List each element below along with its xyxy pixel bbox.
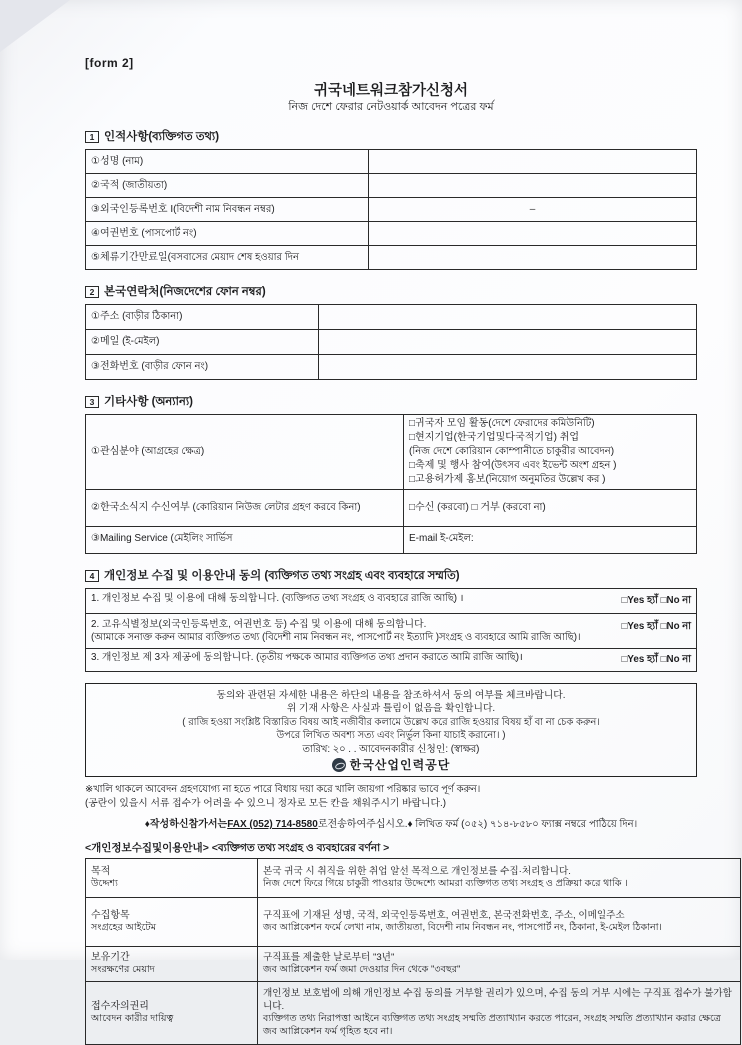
retention-period-text-korean: 구직표를 제출한 날로부터 "3년" bbox=[263, 951, 395, 963]
table-row bbox=[86, 149, 697, 173]
newsletter-choice[interactable]: □수신 (করবো) □ 거부 (করবো না) bbox=[404, 489, 697, 526]
interest-options-cell bbox=[404, 414, 697, 489]
consent-1-text: 1. 개인정보 수집 및 이용에 대해 동의합니다. (ব্যক্তিগত তথ্য সংগ্রহ ও ব্যবহারে রাজি আছি) । bbox=[91, 592, 464, 604]
address-label: ①주소 (বাড়ীর ঠিকানা) bbox=[86, 304, 319, 329]
consent-2-line2: (আমাকে সনাক্ত করুন আমার ব্যক্তিগত তথ্য (বিদেশী নাম নিবন্ধন নং, পাসপোর্ট নং ইত্যাদি )সংগ্রহ ও ব্যবহারে আমি রাজি আছি)। bbox=[91, 631, 581, 643]
date-signature-line[interactable]: তারিখ: ২০ . . আবেদনকারীর 신청인: (স্বাক্ষর) bbox=[302, 743, 480, 755]
table-row bbox=[86, 197, 697, 221]
hrd-korea-logo-icon bbox=[332, 758, 346, 772]
privacy-info-table bbox=[85, 858, 741, 1045]
passport-no-field[interactable] bbox=[369, 221, 697, 245]
option-local-company-job-bengali: (নিজ দেশে কোরিয়ান কোম্পানীতে চাকুরীর আবেদন) bbox=[409, 445, 615, 457]
consent-1-no-checkbox[interactable]: □No না bbox=[660, 594, 691, 606]
consent-1-yesno bbox=[622, 592, 691, 610]
fill-instructions bbox=[85, 783, 697, 811]
passport-no-label: ④여권번호 (পাসপোর্ট নং) bbox=[86, 221, 369, 245]
organization-name: 한국산업인력공단 bbox=[349, 757, 451, 772]
section1-header bbox=[85, 128, 697, 147]
option-returnee-community[interactable]: □귀국자 모임 활동(দেশে ফেরাদের কমিউনিটি) bbox=[409, 417, 595, 429]
notice-line-korean-1: 동의와 관련된 자세한 내용은 하단의 내용을 참조하셔서 동의 여부를 체크바랍니다. bbox=[216, 689, 566, 701]
newsletter-label: ②한국소식지 수신여부 (কোরিয়ান নিউজ লেটার গ্রহণ করবে কিনা) bbox=[86, 489, 404, 526]
retention-period-cell bbox=[258, 947, 741, 982]
consent-1-yes-checkbox[interactable]: □Yes হ্যাঁ bbox=[621, 594, 658, 606]
fax-number: FAX (052) 714-8580 bbox=[227, 819, 318, 831]
table-row bbox=[86, 173, 697, 197]
table-row bbox=[86, 329, 697, 354]
confirmation-notice-box bbox=[85, 683, 697, 778]
stay-expiry-field[interactable] bbox=[369, 245, 697, 269]
fax-suffix: 로전송하여주십시오.♦ লিখিত ফর্ম (০৫২) ৭১৪-৮৫৮০ ফ্যাক্স নম্বরে পাঠিয়ে দিন। bbox=[317, 819, 638, 831]
note-korean: (공란이 있을시 서류 접수가 어려울 수 있으니 정자로 모든 칸을 채워주시기 바랍니다.) bbox=[85, 798, 446, 810]
notice-line-bengali-1: ( রাজি হওয়া সংশ্লিষ্ট বিস্তারিত বিষয় আই নজীবীর কলামে উল্লেখ করে রাজি হওয়ার বিষয় হাঁ বা না চেক করুন। bbox=[182, 716, 600, 728]
table-row bbox=[86, 221, 697, 245]
table-row bbox=[86, 982, 741, 1045]
table-row bbox=[86, 648, 697, 671]
consent-row-1 bbox=[86, 588, 697, 613]
form-content bbox=[85, 56, 732, 1045]
alien-reg-no-label: ③외국인등록번호 I(বিদেশী নাম নিবন্ধন নম্বর) bbox=[86, 197, 369, 221]
section4-number-box: 4 bbox=[85, 570, 99, 582]
section3-number-box: 3 bbox=[85, 396, 99, 408]
address-field[interactable] bbox=[319, 304, 697, 329]
collected-items-label bbox=[86, 898, 258, 947]
purpose-text-bengali: নিজ দেশে ফিরে গিয়ে চাকুরী পাওয়ার উদ্দেশ্যে আমরা ব্যক্তিগত তথ্য সংগ্রহ ও প্রক্রিয়া করে থাকি । bbox=[263, 878, 628, 890]
applicant-rights-label-bengali: আবেদন কারীর দায়িত্ব bbox=[91, 1013, 174, 1025]
table-row bbox=[86, 304, 697, 329]
table-row bbox=[86, 588, 697, 613]
home-contact-table bbox=[85, 304, 697, 380]
table-row bbox=[86, 354, 697, 379]
consent-2-yesno bbox=[622, 618, 691, 636]
interest-area-label: ①관심분야 (আগ্রহের ক্ষেত্র) bbox=[86, 414, 404, 489]
consent-table bbox=[85, 588, 697, 672]
section1-number-box: 1 bbox=[85, 131, 99, 143]
table-row bbox=[86, 613, 697, 648]
section2-title: 본국연락처(নিজদেশের ফোন নম্বর) bbox=[104, 285, 266, 298]
phone-label: ③전화번호 (বাড়ীর ফোন নং) bbox=[86, 354, 319, 379]
consent-2-line1: 2. 고유식별정보(외국인등록번호, 여권번호 등) 수집 및 이용에 대해 동의합니다. bbox=[91, 618, 427, 630]
mailing-email-field[interactable]: E-mail ই-মেইল: bbox=[404, 526, 697, 553]
other-matters-table bbox=[85, 414, 697, 554]
page-corner-fold bbox=[0, 0, 70, 52]
consent-2-yes-checkbox[interactable]: □Yes হ্যাঁ bbox=[621, 620, 658, 632]
section1-title: 인적사항(ব্যক্তিগত তথ্য) bbox=[104, 130, 220, 143]
fax-prefix: ♦작성하신참가서는 bbox=[144, 819, 228, 831]
notice-line-korean-2: 위 기재 사항은 사실과 틀림이 없음을 확인합니다. bbox=[286, 703, 496, 715]
purpose-cell bbox=[258, 859, 741, 898]
nationality-field[interactable] bbox=[369, 173, 697, 197]
fax-instruction-line bbox=[85, 815, 697, 834]
collected-items-label-korean: 수집항목 bbox=[91, 909, 130, 921]
table-row bbox=[86, 245, 697, 269]
notice-line-bengali-2: উপরে লিখিত অবশ্য সত্য এবং নির্ভুল কিনা যাচাই করানো। ) bbox=[276, 730, 506, 742]
personal-info-table bbox=[85, 149, 697, 270]
collected-items-label-bengali: সংগ্রহের আইটেম bbox=[91, 922, 157, 934]
consent-3-yesno bbox=[622, 651, 691, 669]
section4-header bbox=[85, 567, 697, 586]
purpose-text-korean: 본국 귀국 시 취직을 위한 취업 알선 목적으로 개인정보를 수집·처리합니다. bbox=[263, 865, 571, 877]
phone-field[interactable] bbox=[319, 354, 697, 379]
table-row bbox=[86, 947, 741, 982]
section2-number-box: 2 bbox=[85, 286, 99, 298]
form-title-block bbox=[85, 82, 697, 115]
applicant-rights-cell bbox=[258, 982, 741, 1045]
purpose-label-bengali: উদ্দেশ্য bbox=[91, 878, 118, 890]
consent-2-text bbox=[91, 618, 622, 644]
collected-items-text-korean: 구직표에 기재된 성명, 국적, 외국인등록번호, 여권번호, 본국전화번호, 주소, 이메일주소 bbox=[263, 909, 625, 921]
retention-period-label-korean: 보유기간 bbox=[91, 951, 130, 963]
privacy-info-header: <개인정보수집및이용안내> <ব্যক্তিগত তথ্য সংগ্রহ ও ব্যবহারের বর্ণনা > bbox=[85, 842, 390, 855]
purpose-label-korean: 목적 bbox=[91, 865, 111, 877]
form-tag: [form 2] bbox=[85, 56, 134, 70]
consent-row-3 bbox=[86, 648, 697, 671]
option-festival-events[interactable]: □축제 및 행사 참여(উৎসব এবং ইভেন্ট অংশ গ্রহন ) bbox=[409, 459, 617, 471]
table-row bbox=[86, 859, 741, 898]
organization-line bbox=[94, 758, 688, 772]
consent-3-no-checkbox[interactable]: □No না bbox=[660, 653, 691, 665]
consent-3-text: 3. 개인정보 제 3자 제공에 동의합니다. (তৃতীয় পক্ষকে আমার ব্যক্তিগত তথ্য প্রদান করাতে আমি রাজি আছি)। bbox=[91, 651, 523, 663]
applicant-rights-label bbox=[86, 982, 258, 1045]
collected-items-cell bbox=[258, 898, 741, 947]
table-row bbox=[86, 898, 741, 947]
stay-expiry-label: ⑤체류기간만료일(বসবাসের মেয়াদ শেষ হওয়ার দিন bbox=[86, 245, 369, 269]
nationality-label: ②국적 (জাতীয়তা) bbox=[86, 173, 369, 197]
consent-3-yes-checkbox[interactable]: □Yes হ্যাঁ bbox=[621, 653, 658, 665]
mailing-service-label: ③Mailing Service (মেইলিং সার্ভিস bbox=[86, 526, 404, 553]
consent-row-2 bbox=[86, 613, 697, 648]
section3-title: 기타사항 (অন্যান্য) bbox=[104, 395, 193, 408]
purpose-label bbox=[86, 859, 258, 898]
option-local-company-job[interactable]: □현지기업(한국기업및다국적기업) 취업 bbox=[409, 431, 580, 443]
collected-items-text-bengali: জব আপ্লিকেশন ফর্মে লেখা নাম, জাতীয়তা, বিদেশী নাম নিবন্ধন নং, পাসপোর্ট নং, ঠিকানা, ই-মেইল ঠিকানা। bbox=[263, 922, 662, 934]
name-label: ①성명 (নাম) bbox=[86, 149, 369, 173]
section4-title: 개인정보 수집 및 이용안내 동의 (ব্যক্তিগত তথ্য সংগ্রহ এবং ব্যবহারে সম্মতি) bbox=[104, 569, 460, 582]
option-eps-promotion[interactable]: □고용허가제 홍보(নিয়োগ অনুমতির উল্লেখ কর ) bbox=[409, 473, 606, 485]
applicant-rights-text-bengali: ব্যক্তিগত তথ্য নিরাপত্তা আইনে ব্যক্তিগত তথ্য সংগ্রহ সম্মতি প্রত্যাখ্যান করতে পারেন, সংগ্রহ সম্মতি প্রত্যাখ্যান করার ক্ষেত্রে জব আপ্লিকেশন ফর্ম গৃহিত হবে না। bbox=[263, 1013, 721, 1037]
consent-2-no-checkbox[interactable]: □No না bbox=[660, 620, 691, 632]
email-field[interactable] bbox=[319, 329, 697, 354]
form-title-korean: 귀국네트워크참가신청서 bbox=[313, 83, 469, 99]
retention-period-label bbox=[86, 947, 258, 982]
retention-period-text-bengali: জব আপ্লিকেশন ফর্ম জমা দেওয়ার দিন থেকে "৩বছর" bbox=[263, 964, 461, 976]
table-row bbox=[86, 489, 697, 526]
name-field[interactable] bbox=[369, 149, 697, 173]
note-bengali: ※খালি থাকলে আবেদন গ্রহণযোগ্য না হতে পারে বিধায় দয়া করে খালি জায়গা পরিষ্কার ভাবে পূর্ণ করুন। bbox=[85, 784, 481, 796]
alien-reg-no-field[interactable]: – bbox=[369, 197, 697, 221]
section3-header bbox=[85, 393, 697, 412]
email-label: ②메일 (ই-মেইল) bbox=[86, 329, 319, 354]
form-title-bengali: নিজ দেশে ফেরার নেটওয়ার্ক আবেদন পত্রের ফর্ম bbox=[288, 101, 494, 114]
applicant-rights-label-korean: 접수자의권리 bbox=[91, 1000, 149, 1012]
section2-header bbox=[85, 283, 697, 302]
applicant-rights-text-korean: 개인정보 보호법에 의해 개인정보 수집 동의를 거부할 권리가 있으며, 수집 동의 거부 시에는 구직표 접수가 불가합니다. bbox=[263, 988, 732, 1012]
retention-period-label-bengali: সংরক্ষণের মেয়াদ bbox=[91, 964, 155, 976]
table-row bbox=[86, 526, 697, 553]
table-row bbox=[86, 414, 697, 489]
